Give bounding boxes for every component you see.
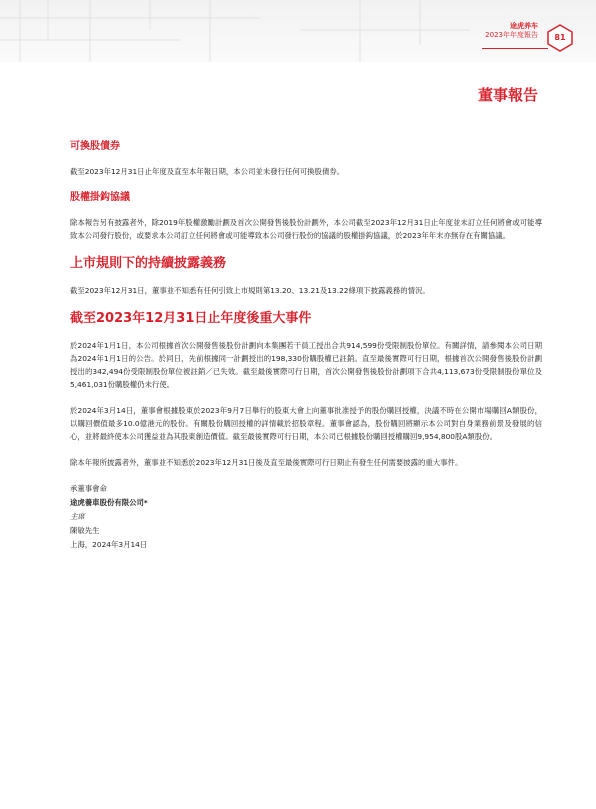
page-number-badge [546,24,574,52]
paragraph-events-3: 除本年報所披露者外，董事並不知悉於2023年12月31日後及直至最後實際可行日期止有發生任何需要披露的重大事件。 [70,458,463,467]
paragraph-events-2: 於2024年3月14日，董事會根據股東於2023年9月7日舉行的股東大會上向董事批准授予的股份購回授權，決議不時在公開市場購回A類股份，以購回價值最多10.0億港元的股份。有關股份購回授權的詳情載於招股章程。董事會認為，股份購回將顯示本公司對自身業務前景及發展的信心，並將最終使本公司獲益並為其股東創造價值。截至最後實際可行日期，本公司已根據股份購回授權購回9,954,800股A類股份。 [70,406,542,441]
signature-line: 承董事會命 [70,484,107,493]
header-rule [482,48,548,49]
heading-listing-rules: 上市規則下的持續披露義務 [70,256,227,271]
report-content [70,140,542,552]
section-title: 董事報告 [477,86,538,104]
heading-convertible-bonds: 可換股債券 [70,141,120,152]
brand-block [485,22,538,40]
signature-company: 途虎養車股份有限公司* [70,498,148,507]
signature-role: 主席 [70,512,85,521]
paragraph-events-1: 於2024年1月1日，本公司根據首次公開發售後股份計劃向本集團若干員工授出合共914,599份受限制股份單位。有關詳情，請參閱本公司日期為2024年1月1日的公告。於同日，先前根據同一計劃授出的198,330份購股權已註銷。直至最後實際可行日期，根據首次公開發售後股份計劃授出的342,494份受限制股份單位被註銷／已失效。截至最後實際可行日期，首次公開發售後股份計劃項下合共4,113,673份受限制股份單位及5,461,031份購股權仍未行使。 [70,341,542,389]
paragraph-convertible-bonds: 截至2023年12月31日止年度及直至本年報日期，本公司並未發行任何可換股債券。 [70,167,345,176]
heading-equity-linked: 股權掛鈎協議 [70,192,130,203]
signature-name: 陳敏先生 [70,526,100,535]
paragraph-listing-rules: 截至2023年12月31日，董事並不知悉有任何引致上市規則第13.20、13.21及13.22條項下披露義務的情況。 [70,286,430,295]
heading-subsequent-events: 截至2023年12月31日止年度後重大事件 [70,311,312,326]
brand-name: 途虎养车 [510,22,538,30]
signature-block [70,482,542,552]
page-number: 81 [554,33,566,42]
report-label: 2023年年度報告 [485,31,538,39]
signature-place-date: 上海，2024年3月14日 [70,540,148,549]
paragraph-equity-linked: 除本報告另有披露者外，除2019年股權激勵計劃及首次公開發售後股份計劃外，本公司截至2023年12月31日止年度並未訂立任何將會或可能導致本公司發行股份，或要求本公司訂立任何將會或可能導致本公司發行股份的協議的股權掛鈎協議，於2023年年末亦無存在有關協議。 [70,218,542,240]
